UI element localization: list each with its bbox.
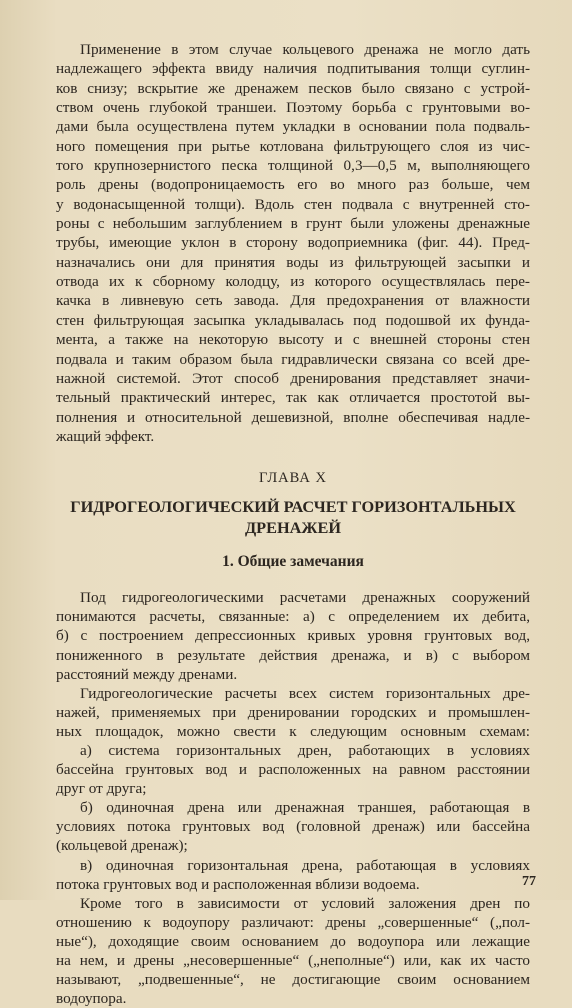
text-line: стен фильтрующая засыпка укладывалась под подошвой их фунда- <box>56 311 530 329</box>
paragraph-drain-types <box>56 894 530 1008</box>
list-item-a <box>56 741 530 798</box>
text-line: Под гидрогеологическими расчетами дренажных сооружений <box>80 589 530 607</box>
text-line: понимаются расчеты, связанные: а) с определением их дебита, <box>56 608 530 626</box>
text-line: Гидрогеологические расчеты всех систем горизонтальных дре- <box>80 684 530 702</box>
text-line: на нем, и дрены „несовершенные“ („неполные“) или, как их часто <box>56 952 530 969</box>
text-line: расстояний между дренами. <box>56 665 238 683</box>
text-line: жащий эффект. <box>56 427 155 445</box>
text-line: б) одиночная дрена или дренажная траншея, работающая в <box>80 799 530 817</box>
chapter-title <box>56 496 530 538</box>
list-item-c <box>56 856 530 894</box>
text-line: а) система горизонтальных дрен, работающих в условиях <box>80 741 530 759</box>
text-line: называют, „подвешенные“, не достигающие своим основанием <box>56 971 530 989</box>
text-line: друг от друга; <box>56 780 147 798</box>
text-line: нажной системой. Этот способ дренирования представляет значи- <box>56 369 530 387</box>
paragraph-drainage-case <box>56 40 530 446</box>
chapter-title-line: ДРЕНАЖЕЙ <box>244 518 342 538</box>
text-line: дами была осуществлена путем укладки в основании пола подваль- <box>56 118 530 136</box>
text-line: назначались они для принятия воды из фильтрующей засыпки и <box>56 253 530 271</box>
text-line: роны с небольшим заглублением в грунт были уложены дренажные <box>56 215 530 233</box>
text-line: мента, а также на некоторую высоту и с внешней стороны стен <box>56 331 530 349</box>
page-number: 77 <box>522 874 536 889</box>
text-line: трубы, имеющие уклон в сторону водоприемника (фиг. 44). Пред- <box>56 234 530 252</box>
text-line: условиях потока грунтовых вод (головной дренаж) или бассейна <box>56 818 530 836</box>
text-line: нажей, применяемых при дренировании городских и промышлен- <box>56 703 530 721</box>
chapter-title-line: ГИДРОГЕОЛОГИЧЕСКИЙ РАСЧЕТ ГОРИЗОНТАЛЬНЫХ <box>70 497 516 517</box>
list-item-b <box>56 798 530 855</box>
text-line: б) с построением депрессионных кривых уровня грунтовых вод, <box>56 627 530 645</box>
text-line: ного помещения при рытье котлована фильтрующего слоя из чис- <box>56 137 530 155</box>
text-line: надлежащего эффекта ввиду наличия подпитывания толщи суглин- <box>56 60 530 78</box>
text-line: отвода их к сборному колодцу, из которого осуществлялась пере- <box>56 273 530 291</box>
text-line: ством очень глубокой траншеи. Поэтому борьба с грунтовыми во- <box>56 99 530 117</box>
text-line: качка в ливневую сеть завода. Для предохранения от влажности <box>56 292 530 310</box>
paragraph-definitions <box>56 588 530 683</box>
text-line: ных площадок, можно свести к следующим основным схемам: <box>56 722 530 740</box>
text-line: того крупнозернистого песка толщиной 0,3—0,5 м, выполняющего <box>56 157 530 175</box>
section-heading: 1. Общие замечания <box>222 553 364 571</box>
text-line: в) одиночная горизонтальная дрена, работающая в условиях <box>80 856 530 874</box>
text-line: ные“), доходящие своим основанием до водоупора или лежащие <box>56 932 530 950</box>
text-line: у водонасыщенной толщи). Вдоль стен подвала с внутренней сто- <box>56 195 530 213</box>
text-line: (кольцевой дренаж); <box>56 837 188 855</box>
text-line: роль дрены (водопроницаемость его во много раз больше, чем <box>56 176 530 194</box>
text-line: полнения и относительной дешевизной, вполне обеспечивая надле- <box>56 408 530 426</box>
text-line: Кроме того в зависимости от условий заложения дрен по <box>80 894 530 912</box>
text-line: потока грунтовых вод и расположенная вблизи водоема. <box>56 875 420 893</box>
text-line: тельный практический интерес, так как отличается простотой вы- <box>56 389 530 407</box>
text-line: отношению к водоупору различают: дрены „совершенные“ („пол- <box>56 913 530 931</box>
text-line: водоупора. <box>56 990 127 1008</box>
text-line: бассейна грунтовых вод и расположенных на равном расстоянии <box>56 761 530 779</box>
text-line: ков снизу; вскрытие же дренажем песков было связано с устрой- <box>56 79 530 97</box>
section-body <box>56 588 530 1008</box>
text-line: пониженного в результате действия дренажа, и в) с выбором <box>56 646 530 664</box>
text-line: Применение в этом случае кольцевого дренажа не могло дать <box>80 41 530 58</box>
text-line: подвала и таким образом была гидравлически связана со всей дре- <box>56 350 530 368</box>
paragraph-schemes <box>56 684 530 741</box>
chapter-label: ГЛАВА X <box>259 470 327 487</box>
